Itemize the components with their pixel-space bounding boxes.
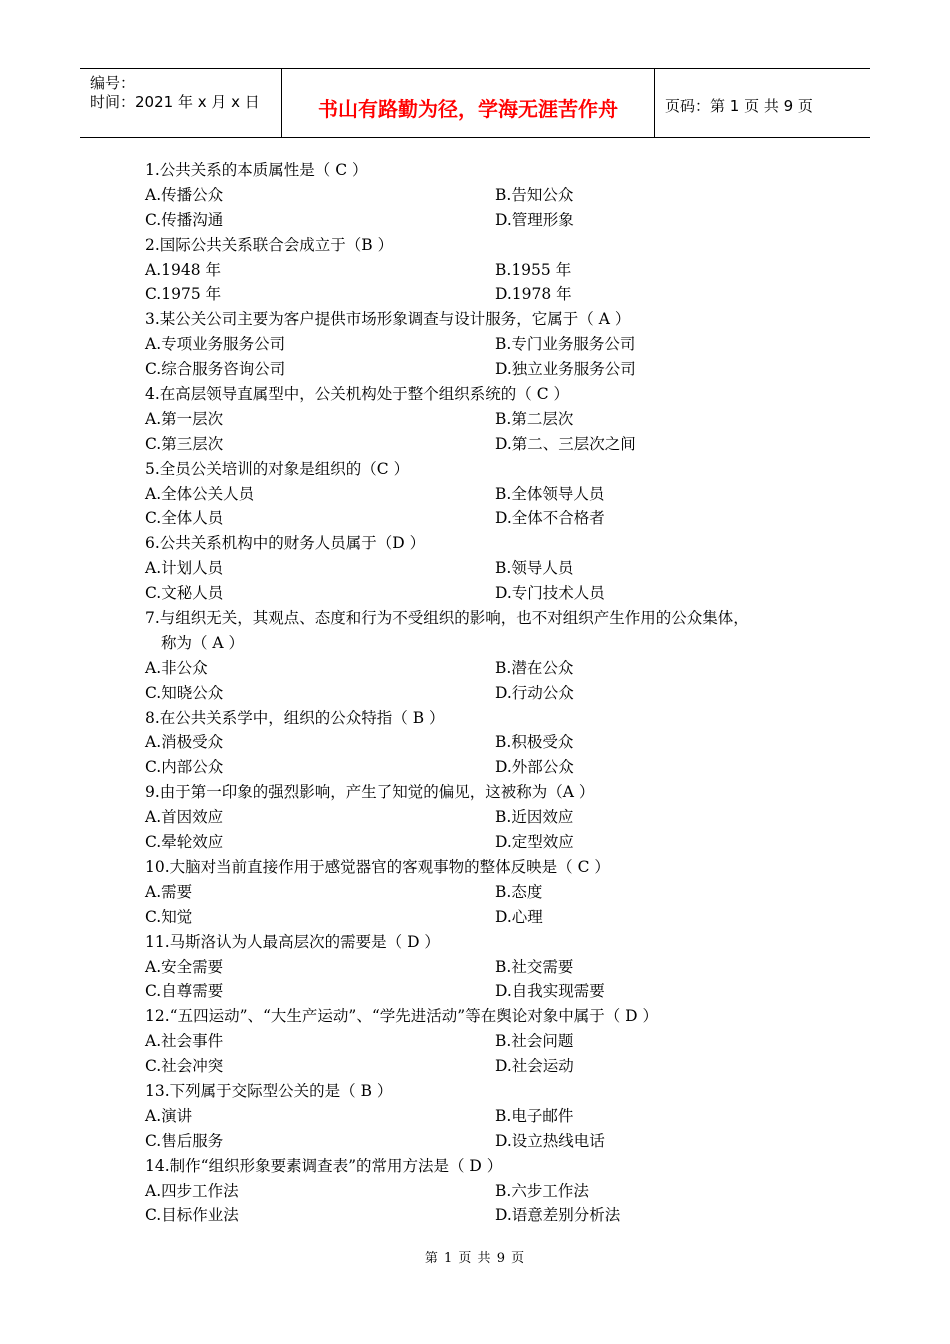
- question-stem: 10.大脑对当前直接作用于感觉器官的客观事物的整体反映是（ C ）: [145, 857, 610, 876]
- answer-option: D.专门技术人员: [495, 584, 605, 603]
- answer-option: D.心理: [495, 907, 543, 926]
- option-row: [145, 282, 845, 307]
- answer-option: A.计划人员: [145, 559, 224, 578]
- answer-option: B.领导人员: [495, 559, 574, 578]
- question-stem: 7.与组织无关，其观点、态度和行为不受组织的影响，也不对组织产生作用的公众集体，: [145, 609, 749, 628]
- answer-option: D.自我实现需要: [495, 982, 605, 1001]
- question-stem: 11.马斯洛认为人最高层次的需要是（ D ）: [145, 932, 440, 951]
- answer-option: B.专门业务服务公司: [495, 335, 636, 354]
- answer-option: C.1975 年: [145, 285, 222, 304]
- option-row: [145, 482, 845, 507]
- option-row: [145, 681, 845, 706]
- answer-option: D.独立业务服务公司: [495, 360, 636, 379]
- header-motto-cell: [282, 69, 655, 137]
- answer-option: A.社会事件: [145, 1032, 224, 1051]
- answer-option: C.社会冲突: [145, 1057, 224, 1076]
- option-row: [145, 1129, 845, 1154]
- answer-option: B.社会问题: [495, 1032, 574, 1051]
- answer-option: B.态度: [495, 882, 543, 901]
- answer-option: C.目标作业法: [145, 1206, 239, 1225]
- answer-option: B.1955 年: [495, 260, 572, 279]
- header-table: [80, 68, 870, 138]
- answer-option: B.第二层次: [495, 409, 574, 428]
- option-row: [145, 357, 845, 382]
- option-row: [145, 979, 845, 1004]
- option-row: [145, 581, 845, 606]
- option-row: [145, 432, 845, 457]
- answer-option: C.知晓公众: [145, 683, 224, 702]
- answer-option: C.综合服务咨询公司: [145, 360, 286, 379]
- question-stem: 1.公共关系的本质属性是（ C ）: [145, 161, 368, 179]
- answer-option: C.文秘人员: [145, 584, 224, 603]
- option-row: [145, 183, 845, 208]
- question-stem: 4.在高层领导直属型中，公关机构处于整个组织系统的（ C ）: [145, 385, 570, 404]
- answer-option: B.六步工作法: [495, 1181, 589, 1200]
- question-stem: 称为（ A ）: [161, 633, 245, 652]
- answer-option: A.安全需要: [145, 957, 224, 976]
- option-row: [145, 407, 845, 432]
- answer-option: D.全体不合格者: [495, 509, 605, 528]
- answer-option: C.第三层次: [145, 434, 224, 453]
- answer-option: B.积极受众: [495, 733, 574, 752]
- answer-option: D.定型效应: [495, 833, 574, 852]
- answer-option: B.社交需要: [495, 957, 574, 976]
- page-footer: 第 1 页 共 9 页: [424, 1251, 526, 1266]
- answer-option: C.内部公众: [145, 758, 224, 777]
- option-row: [145, 830, 845, 855]
- option-row: [145, 208, 845, 233]
- option-row: [145, 556, 845, 581]
- answer-option: C.知觉: [145, 907, 193, 926]
- option-row: [145, 755, 845, 780]
- question-stem: 6.公共关系机构中的财务人员属于（D ）: [145, 534, 426, 553]
- question-stem: 8.在公共关系学中，组织的公众特指（ B ）: [145, 708, 445, 727]
- answer-option: A.首因效应: [145, 808, 224, 827]
- question-stem: 2.国际公共关系联合会成立于（B ）: [145, 235, 394, 254]
- option-row: [145, 905, 845, 930]
- question-stem: 3.某公关公司主要为客户提供市场形象调查与设计服务，它属于（ A ）: [145, 310, 631, 329]
- answer-option: A.消极受众: [145, 733, 224, 752]
- question-stem: 13.下列属于交际型公关的是（ B ）: [145, 1081, 393, 1100]
- answer-option: A.第一层次: [145, 409, 224, 428]
- answer-option: C.晕轮效应: [145, 833, 224, 852]
- answer-option: B.潜在公众: [495, 658, 574, 677]
- answer-option: B.近因效应: [495, 808, 574, 827]
- option-row: [145, 730, 845, 755]
- answer-option: B.电子邮件: [495, 1106, 574, 1125]
- answer-option: C.售后服务: [145, 1131, 224, 1150]
- answer-option: A.演讲: [145, 1106, 193, 1125]
- option-row: [145, 955, 845, 980]
- option-row: [145, 1029, 845, 1054]
- option-row: [145, 1054, 845, 1079]
- answer-option: A.专项业务服务公司: [145, 335, 286, 354]
- page-number-label: 页码：第 1 页 共 9 页: [665, 97, 813, 115]
- answer-option: B.全体领导人员: [495, 484, 605, 503]
- answer-option: A.四步工作法: [145, 1181, 239, 1200]
- answer-option: D.设立热线电话: [495, 1131, 605, 1150]
- answer-option: A.全体公关人员: [145, 484, 255, 503]
- option-row: [145, 1104, 845, 1129]
- answer-option: D.1978 年: [495, 285, 572, 304]
- answer-option: D.语意差别分析法: [495, 1206, 621, 1225]
- answer-option: B.告知公众: [495, 185, 574, 204]
- option-row: [145, 656, 845, 681]
- header-info-cell: [80, 69, 282, 137]
- answer-option: D.外部公众: [495, 758, 574, 777]
- header-page-cell: [655, 69, 870, 137]
- option-row: [145, 1203, 845, 1228]
- answer-option: C.传播沟通: [145, 210, 224, 229]
- option-row: [145, 506, 845, 531]
- question-stem: 9.由于第一印象的强烈影响，产生了知觉的偏见，这被称为（A ）: [145, 783, 595, 802]
- answer-option: D.行动公众: [495, 683, 574, 702]
- question-stem: 5.全员公关培训的对象是组织的（C ）: [145, 459, 410, 478]
- question-stem: 14.制作“组织形象要素调查表”的常用方法是（ D ）: [145, 1156, 503, 1175]
- option-row: [145, 332, 845, 357]
- answer-option: A.需要: [145, 882, 193, 901]
- question-list: [145, 158, 845, 1228]
- answer-option: C.全体人员: [145, 509, 224, 528]
- document-time-label: 时间：2021 年 x 月 x 日: [90, 93, 260, 111]
- option-row: [145, 258, 845, 283]
- answer-option: A.1948 年: [145, 260, 221, 279]
- option-row: [145, 880, 845, 905]
- answer-option: A.非公众: [145, 658, 208, 677]
- option-row: [145, 1179, 845, 1204]
- option-row: [145, 805, 845, 830]
- answer-option: C.自尊需要: [145, 982, 224, 1001]
- answer-option: A.传播公众: [145, 185, 224, 204]
- answer-option: D.管理形象: [495, 210, 574, 229]
- question-stem: 12.“五四运动”、“大生产运动”、“学先进活动”等在舆论对象中属于（ D ）: [145, 1007, 658, 1026]
- answer-option: D.第二、三层次之间: [495, 434, 636, 453]
- document-number-label: 编号：: [90, 74, 136, 92]
- answer-option: D.社会运动: [495, 1057, 574, 1076]
- motto-text: 书山有路勤为径，学海无涯苦作舟: [318, 97, 618, 121]
